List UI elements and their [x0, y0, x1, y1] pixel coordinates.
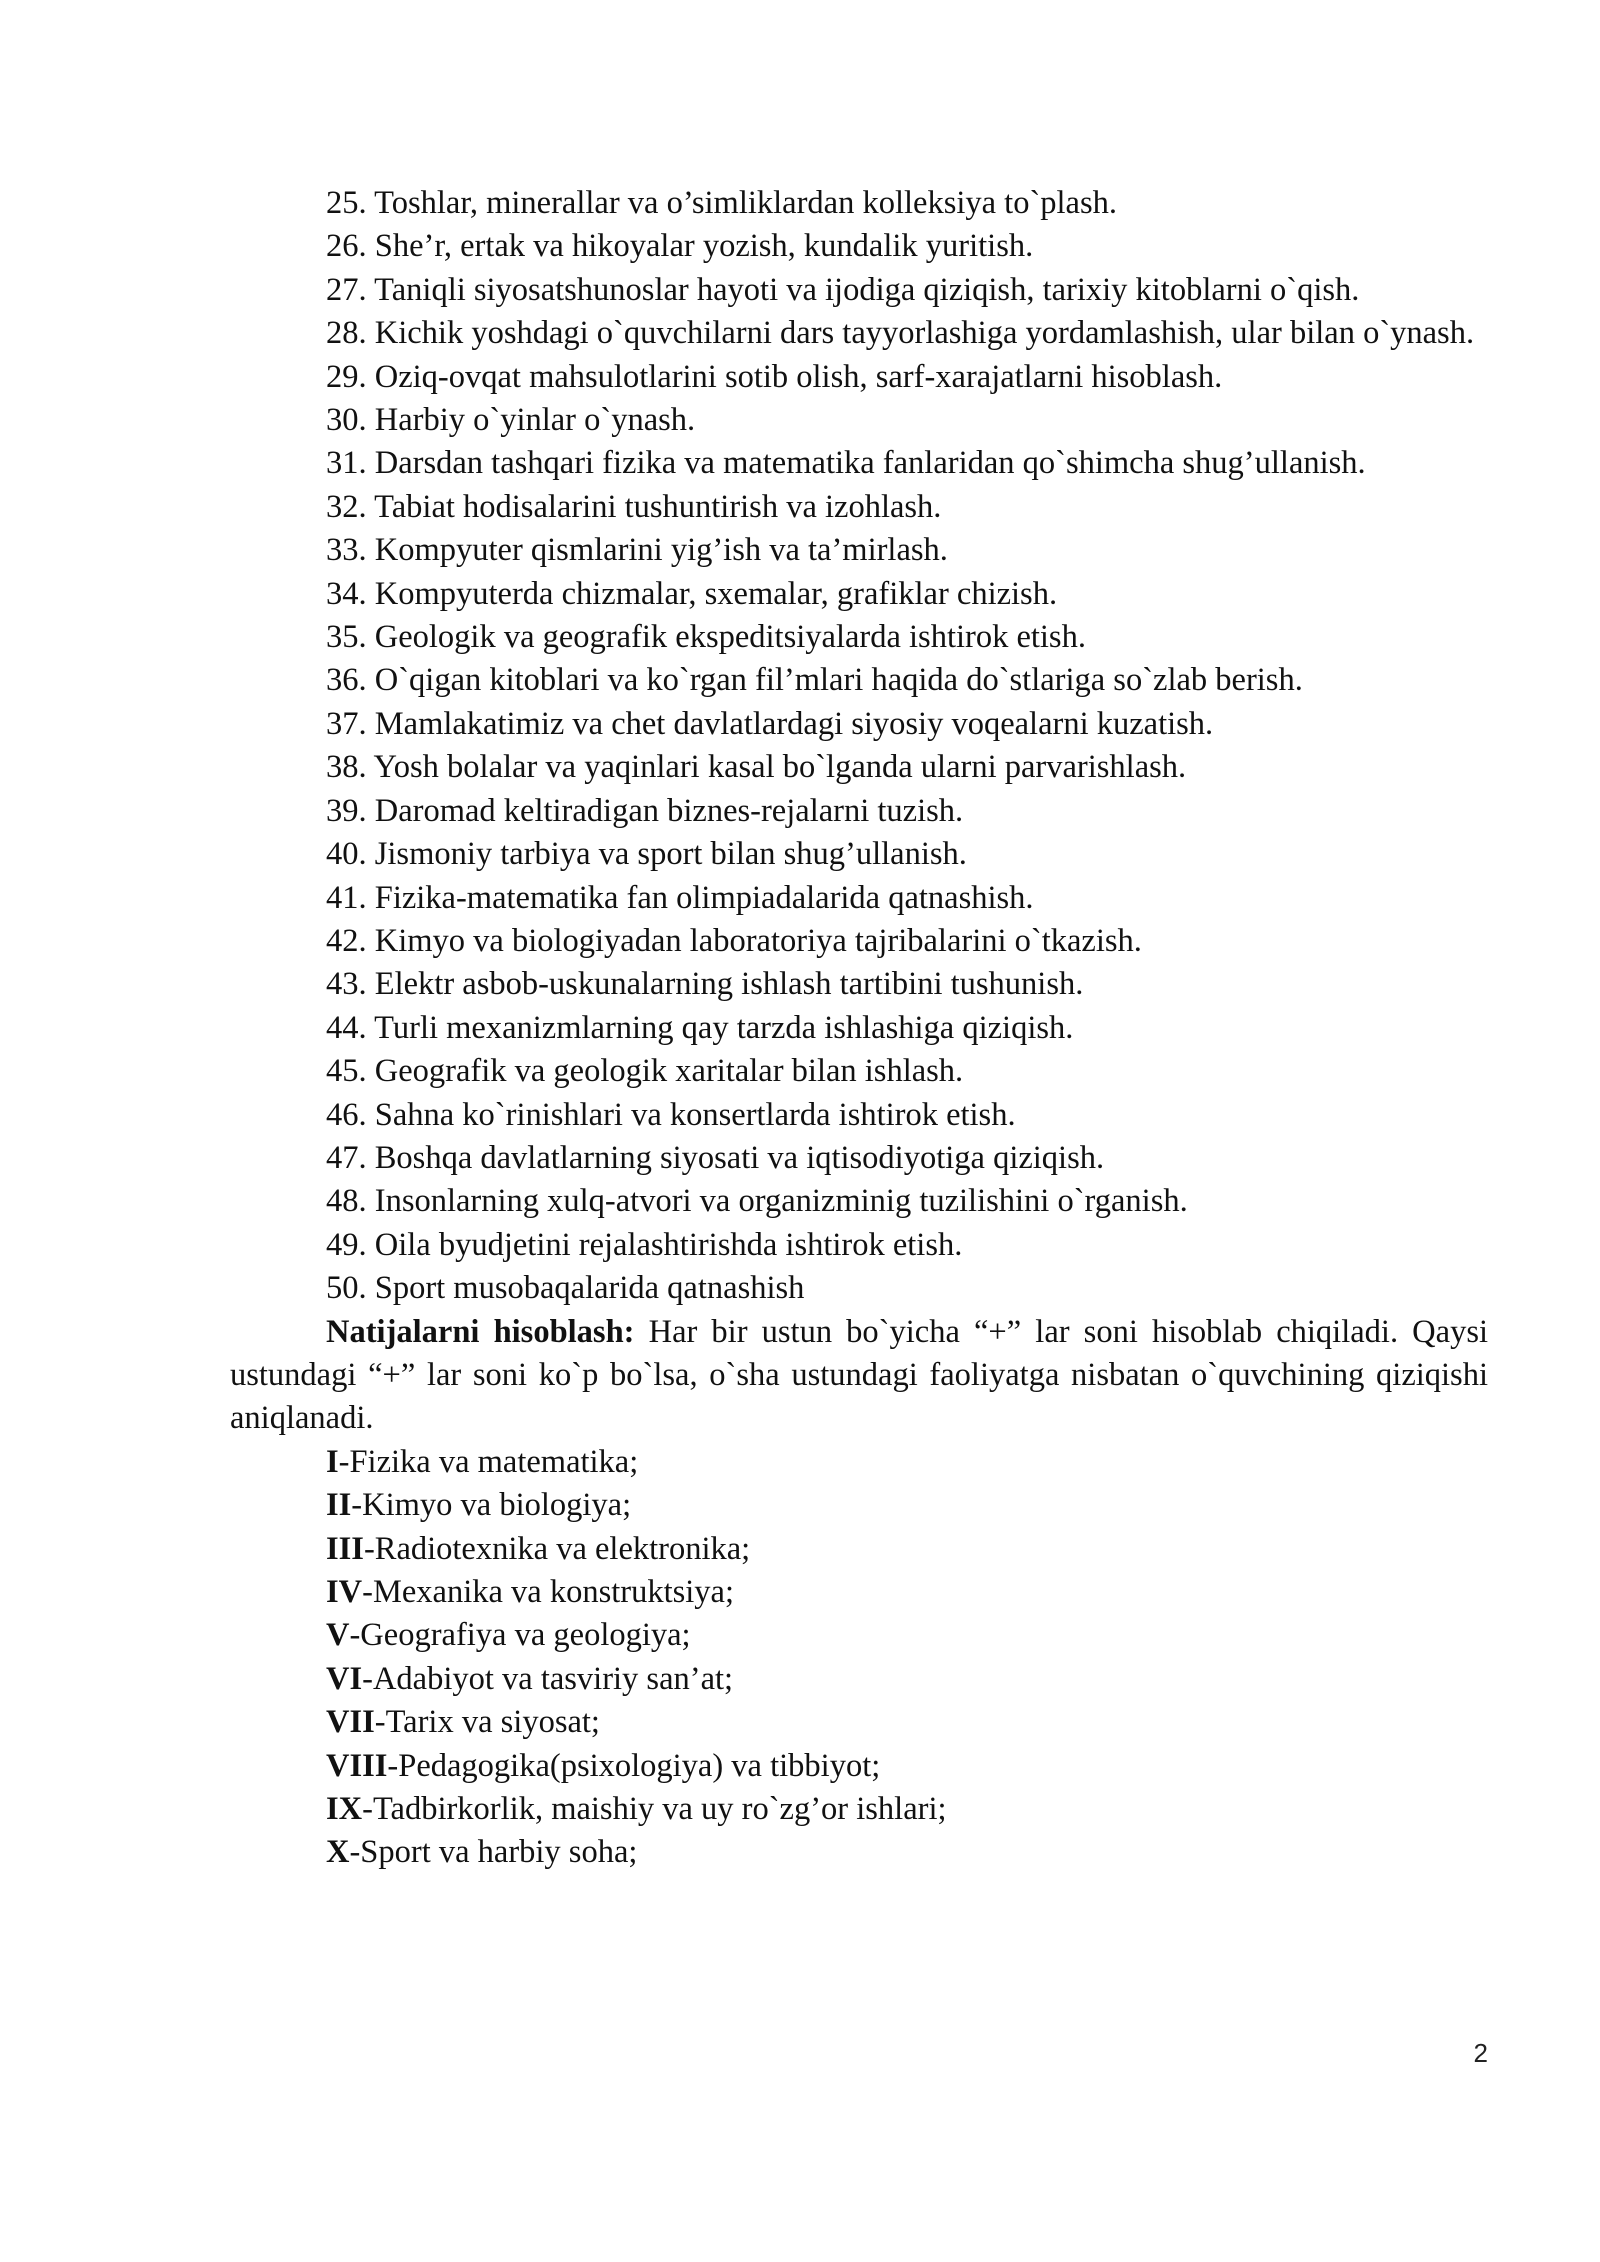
- list-item: 36. O`qigan kitoblari va ko`rgan fil’mlari haqida do`stlariga so`zlab berish.: [326, 662, 1303, 699]
- category-label: -Adabiyot va tasviriy san’at;: [362, 1660, 734, 1697]
- list-item: 27. Taniqli siyosatshunoslar hayoti va ijodiga qiziqish, tarixiy kitoblarni o`qish.: [326, 271, 1360, 308]
- category-label: -Radiotexnika va elektronika;: [363, 1530, 751, 1567]
- category-item: [230, 1614, 1488, 1657]
- results-text: Har bir ustun bo`yicha “+” lar soni hisoblab chiqiladi. Qaysi ustundagi “+” lar soni ko`p bo`lsa, o`sha ustundagi faoliyatga nisbatan o`quvchining qiziqishi aniqlanadi.: [230, 1313, 1489, 1437]
- list-item: 44. Turli mexanizmlarning qay tarzda ishlashiga qiziqish.: [326, 1009, 1074, 1046]
- category-label: -Tadbirkorlik, maishiy va uy ro`zg’or ishlari;: [362, 1791, 947, 1828]
- results-heading: Natijalarni hisoblash:: [326, 1313, 635, 1350]
- list-item: 42. Kimyo va biologiyadan laboratoriya tajribalarini o`tkazish.: [326, 922, 1142, 959]
- list-item: 26. She’r, ertak va hikoyalar yozish, kundalik yuritish.: [326, 228, 1034, 265]
- category-numeral: II: [326, 1487, 352, 1524]
- category-numeral: VII: [326, 1704, 375, 1741]
- category-item: [230, 1528, 1488, 1571]
- list-item: 29. Oziq-ovqat mahsulotlarini sotib olish, sarf-xarajatlarni hisoblash.: [326, 358, 1223, 395]
- list-item: 33. Kompyuter qismlarini yig’ish va ta’mirlash.: [326, 532, 948, 569]
- category-numeral: X: [326, 1834, 350, 1871]
- list-item: 30. Harbiy o`yinlar o`ynash.: [326, 402, 696, 439]
- category-item: [230, 1788, 1488, 1831]
- list-item: 43. Elektr asbob-uskunalarning ishlash tartibini tushunish.: [326, 966, 1084, 1003]
- list-item: 46. Sahna ko`rinishlari va konsertlarda ishtirok etish.: [326, 1096, 1016, 1133]
- category-numeral: III: [326, 1530, 364, 1567]
- page-content: [230, 182, 1488, 1875]
- category-item: [230, 1701, 1488, 1744]
- category-numeral: IX: [326, 1791, 363, 1828]
- list-item: 37. Mamlakatimiz va chet davlatlardagi siyosiy voqealarni kuzatish.: [326, 705, 1214, 742]
- category-numeral: VI: [326, 1660, 363, 1697]
- results-paragraph: [230, 1311, 1488, 1441]
- list-item: 34. Kompyuterda chizmalar, sxemalar, grafiklar chizish.: [326, 575, 1058, 612]
- category-label: -Tarix va siyosat;: [374, 1704, 600, 1741]
- category-numeral: IV: [326, 1574, 363, 1610]
- category-label: -Mexanika va konstruktsiya;: [362, 1574, 734, 1610]
- list-item: 48. Insonlarning xulq-atvori va organizminig tuzilishini o`rganish.: [326, 1183, 1188, 1220]
- category-label: -Geografiya va geologiya;: [349, 1617, 691, 1654]
- list-item: 47. Boshqa davlatlarning siyosati va iqtisodiyotiga qiziqish.: [326, 1139, 1105, 1176]
- category-numeral: I: [326, 1443, 339, 1480]
- category-item: [230, 1831, 1488, 1874]
- list-item: 38. Yosh bolalar va yaqinlari kasal bo`lganda ularni parvarishlash.: [326, 749, 1187, 786]
- category-label: -Sport va harbiy soha;: [349, 1834, 638, 1871]
- category-list: [230, 1441, 1488, 1875]
- list-item: 41. Fizika-matematika fan olimpiadalarida qatnashish.: [326, 879, 1034, 916]
- survey-item-list: [230, 182, 1488, 1311]
- list-item: 39. Daromad keltiradigan biznes-rejalarni tuzish.: [326, 792, 964, 829]
- category-label: -Pedagogika(psixologiya) va tibbiyot;: [387, 1747, 881, 1784]
- category-item: [230, 1571, 1488, 1614]
- category-numeral: V: [326, 1617, 350, 1654]
- list-item: 25. Toshlar, minerallar va o’simliklardan kolleksiya to`plash.: [326, 185, 1117, 221]
- category-item: [230, 1658, 1488, 1701]
- category-numeral: VIII: [326, 1747, 388, 1784]
- category-label: -Kimyo va biologiya;: [351, 1487, 632, 1524]
- list-item: 32. Tabiat hodisalarini tushuntirish va izohlash.: [326, 488, 942, 525]
- list-item: 35. Geologik va geografik ekspeditsiyalarda ishtirok etish.: [326, 619, 1086, 656]
- page-number: 2: [1473, 2038, 1488, 2068]
- list-item: 31. Darsdan tashqari fizika va matematika fanlaridan qo`shimcha shug’ullanish.: [326, 445, 1366, 482]
- list-item: 45. Geografik va geologik xaritalar bilan ishlash.: [326, 1053, 964, 1090]
- list-item: 50. Sport musobaqalarida qatnashish: [326, 1270, 805, 1307]
- category-label: -Fizika va matematika;: [338, 1443, 639, 1480]
- category-item: [230, 1745, 1488, 1788]
- category-item: [230, 1484, 1488, 1527]
- list-item: 28. Kichik yoshdagi o`quvchilarni dars tayyorlashiga yordamlashish, ular bilan o`ynash.: [326, 315, 1475, 352]
- category-item: [230, 1441, 1488, 1484]
- list-item: 49. Oila byudjetini rejalashtirishda ishtirok etish.: [326, 1226, 963, 1263]
- list-item: 40. Jismoniy tarbiya va sport bilan shug’ullanish.: [326, 836, 967, 873]
